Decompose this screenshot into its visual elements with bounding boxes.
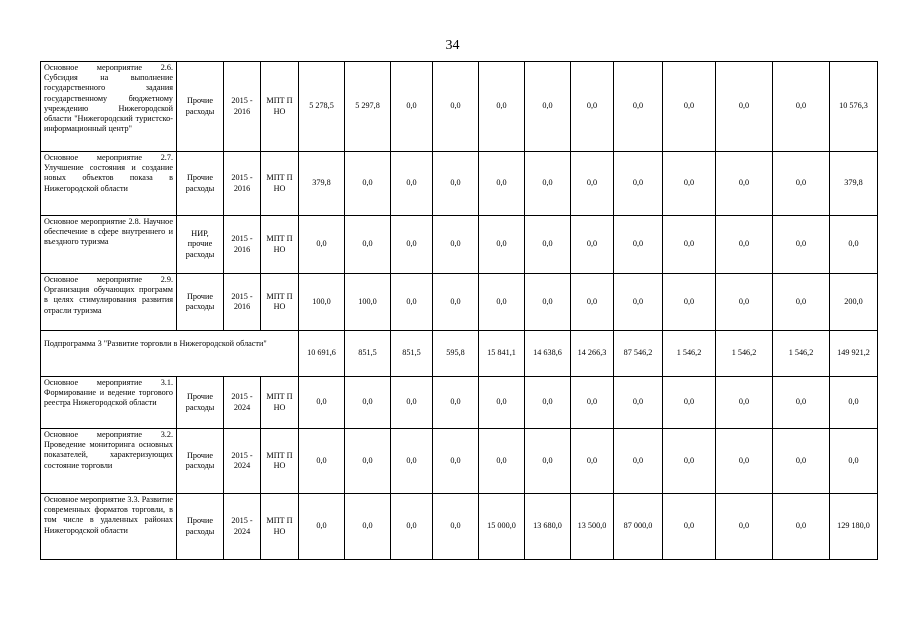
amount-value: 87 000,0 [614,494,663,560]
expense-type: Прочие расходы [177,152,224,216]
subprogram-title: Подпрограмма 3 "Развитие торговли в Нижегородской области" [41,331,299,377]
total-value: 379,8 [830,152,878,216]
amount-value: 0,0 [773,152,830,216]
table-row [41,216,878,274]
amount-value: 0,0 [479,152,525,216]
measure-description: Основное мероприятие 2.6. Субсидия на выполнение государственного задания государственному бюджетному учреждению Нижегородской области "Нижегородский туристско-информационный центр" [41,62,177,152]
table-row [41,494,878,560]
measure-description: Основное мероприятие 2.8. Научное обеспечение в сфере внутреннего и въездного туризма [41,216,177,274]
amount-value: 0,0 [571,152,614,216]
executor: МПТ П НО [261,429,299,494]
period: 2015 - 2016 [224,152,261,216]
amount-value: 5 278,5 [299,62,345,152]
amount-value: 1 546,2 [663,331,716,377]
period: 2015 - 2024 [224,494,261,560]
amount-value: 0,0 [479,62,525,152]
period: 2015 - 2024 [224,377,261,429]
amount-value: 0,0 [571,429,614,494]
amount-value: 0,0 [571,62,614,152]
measure-description: Основное мероприятие 3.3. Развитие современных форматов торговли, в том числе в удаленных районах Нижегородской области [41,494,177,560]
executor: МПТ П НО [261,62,299,152]
amount-value: 0,0 [571,274,614,331]
period: 2015 - 2016 [224,216,261,274]
amount-value: 0,0 [716,494,773,560]
amount-value: 0,0 [571,216,614,274]
total-value: 149 921,2 [830,331,878,377]
amount-value: 0,0 [345,152,391,216]
executor: МПТ П НО [261,494,299,560]
amount-value: 0,0 [391,62,433,152]
amount-value: 379,8 [299,152,345,216]
amount-value: 0,0 [345,429,391,494]
amount-value: 15 841,1 [479,331,525,377]
amount-value: 851,5 [345,331,391,377]
amount-value: 0,0 [663,216,716,274]
executor: МПТ П НО [261,274,299,331]
amount-value: 0,0 [299,494,345,560]
amount-value: 0,0 [663,494,716,560]
amount-value: 14 638,6 [525,331,571,377]
measure-description: Основное мероприятие 2.7. Улучшение состояния и создание новых объектов показа в Нижегородской области [41,152,177,216]
amount-value: 0,0 [345,216,391,274]
amount-value: 0,0 [614,152,663,216]
amount-value: 0,0 [345,494,391,560]
executor: МПТ П НО [261,377,299,429]
amount-value: 5 297,8 [345,62,391,152]
amount-value: 0,0 [391,377,433,429]
amount-value: 0,0 [716,274,773,331]
amount-value: 0,0 [663,377,716,429]
amount-value: 10 691,6 [299,331,345,377]
amount-value: 100,0 [299,274,345,331]
amount-value: 595,8 [433,331,479,377]
amount-value: 0,0 [299,429,345,494]
amount-value: 0,0 [299,377,345,429]
amount-value: 0,0 [479,274,525,331]
amount-value: 0,0 [433,62,479,152]
amount-value: 0,0 [479,216,525,274]
expense-type: Прочие расходы [177,494,224,560]
amount-value: 0,0 [433,429,479,494]
amount-value: 0,0 [433,494,479,560]
amount-value: 0,0 [663,152,716,216]
period: 2015 - 2016 [224,274,261,331]
amount-value: 0,0 [525,152,571,216]
page-number: 34 [445,38,460,53]
expense-type: Прочие расходы [177,377,224,429]
total-value: 0,0 [830,377,878,429]
amount-value: 0,0 [299,216,345,274]
amount-value: 0,0 [614,62,663,152]
amount-value: 0,0 [391,152,433,216]
amount-value: 14 266,3 [571,331,614,377]
measure-description: Основное мероприятие 3.1. Формирование и ведение торгового реестра Нижегородской области [41,377,177,429]
amount-value: 0,0 [479,429,525,494]
amount-value: 0,0 [391,494,433,560]
expense-type: Прочие расходы [177,62,224,152]
amount-value: 0,0 [433,377,479,429]
amount-value: 0,0 [391,274,433,331]
period: 2015 - 2024 [224,429,261,494]
amount-value: 0,0 [391,429,433,494]
measure-description: Основное мероприятие 3.2. Проведение мониторинга основных показателей, характеризующих состояние торговли [41,429,177,494]
subprogram-row [41,331,878,377]
amount-value: 0,0 [571,377,614,429]
table-row [41,377,878,429]
measure-description: Основное мероприятие 2.9. Организация обучающих программ в целях стимулирования развития отрасли туризма [41,274,177,331]
amount-value: 0,0 [716,62,773,152]
amount-value: 0,0 [773,377,830,429]
total-value: 10 576,3 [830,62,878,152]
executor: МПТ П НО [261,152,299,216]
table-row [41,152,878,216]
amount-value: 0,0 [716,429,773,494]
amount-value: 0,0 [773,62,830,152]
table-row [41,62,878,152]
expense-type: НИР, прочие расходы [177,216,224,274]
amount-value: 0,0 [525,377,571,429]
amount-value: 1 546,2 [716,331,773,377]
amount-value: 0,0 [345,377,391,429]
amount-value: 0,0 [716,216,773,274]
amount-value: 0,0 [773,494,830,560]
amount-value: 0,0 [391,216,433,274]
amount-value: 0,0 [433,274,479,331]
amount-value: 15 000,0 [479,494,525,560]
expense-type: Прочие расходы [177,274,224,331]
amount-value: 0,0 [716,377,773,429]
amount-value: 0,0 [663,274,716,331]
amount-value: 0,0 [663,62,716,152]
amount-value: 0,0 [525,62,571,152]
total-value: 200,0 [830,274,878,331]
total-value: 129 180,0 [830,494,878,560]
amount-value: 0,0 [614,216,663,274]
budget-table [40,61,878,560]
amount-value: 0,0 [525,274,571,331]
amount-value: 851,5 [391,331,433,377]
amount-value: 100,0 [345,274,391,331]
expense-type: Прочие расходы [177,429,224,494]
amount-value: 0,0 [614,377,663,429]
amount-value: 0,0 [479,377,525,429]
amount-value: 1 546,2 [773,331,830,377]
amount-value: 0,0 [773,274,830,331]
table-row [41,429,878,494]
amount-value: 13 680,0 [525,494,571,560]
amount-value: 0,0 [614,429,663,494]
total-value: 0,0 [830,216,878,274]
amount-value: 0,0 [525,216,571,274]
amount-value: 0,0 [433,152,479,216]
amount-value: 0,0 [773,216,830,274]
amount-value: 0,0 [773,429,830,494]
amount-value: 0,0 [525,429,571,494]
amount-value: 0,0 [433,216,479,274]
amount-value: 13 500,0 [571,494,614,560]
total-value: 0,0 [830,429,878,494]
executor: МПТ П НО [261,216,299,274]
amount-value: 0,0 [614,274,663,331]
amount-value: 0,0 [716,152,773,216]
period: 2015 - 2016 [224,62,261,152]
table-row [41,274,878,331]
amount-value: 87 546,2 [614,331,663,377]
amount-value: 0,0 [663,429,716,494]
